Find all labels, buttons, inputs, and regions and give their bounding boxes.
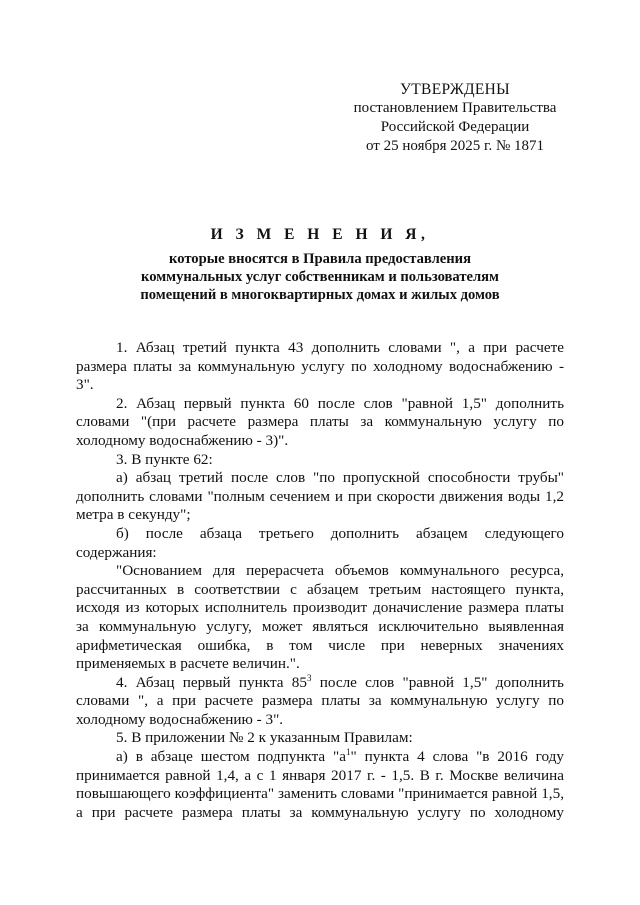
paragraph-item-5a <box>76 748 564 822</box>
title-subtitle-line-1: которые вносятся в Правила предоставления <box>169 251 471 267</box>
paragraph-item-5a-end: " пункта 4 слова "в 2016 году принимается равной 1,4, а с 1 января 2017 г. - 1,5. В г. Москве величина повышающего коэффициента" заменить словами "принимается равной 1,5, а при расчете размера платы за коммунальную услугу по холодному <box>76 748 564 821</box>
document-body <box>76 339 564 822</box>
approval-heading: УТВЕРЖДЕНЫ <box>400 81 510 98</box>
paragraph-item-2: 2. Абзац первый пункта 60 после слов "равной 1,5" дополнить словами "(при расчете размера платы за коммунальную услугу по холодному водоснабжению - 3)". <box>76 394 564 449</box>
paragraph-item-3a: а) абзац третий после слов "по пропускной способности трубы" дополнить словами "полным сечением и при скорости движения воды 1,2 метра в секунду"; <box>76 469 564 524</box>
paragraph-item-5a-superscript: 1 <box>346 747 351 758</box>
approval-line-3: от 25 ноября 2025 г. № 1871 <box>365 138 545 154</box>
paragraph-item-5a-start: а) в абзаце шестом подпункта "а <box>116 748 346 766</box>
paragraph-item-4 <box>76 674 564 730</box>
title-subtitle-line-2: коммунальных услуг собственникам и пользователям <box>140 269 500 285</box>
document-title <box>60 226 580 304</box>
paragraph-item-3b: б) после абзаца третьего дополнить абзацем следующего содержания: <box>76 524 564 561</box>
paragraph-item-3: 3. В пункте 62: <box>116 450 213 468</box>
approval-stamp <box>330 80 580 156</box>
paragraph-item-3b-quote: "Основанием для перерасчета объемов коммунального ресурса, рассчитанных в соответствии с абзацем третьим настоящего пункта, исходя из которых исполнитель производит доначисление размера платы за коммунальную услугу, может являться исключительно выявленная арифметическая ошибка, в том числе при неверных значениях применяемых в расчете величин.". <box>76 562 564 673</box>
paragraph-item-5: 5. В приложении № 2 к указанным Правилам: <box>116 729 413 747</box>
paragraph-item-4-superscript: 3 <box>306 672 312 683</box>
paragraph-item-4-end: после слов "равной 1,5" дополнить словами ", а при расчете размера платы за коммунальную услугу по холодному водоснабжению - 3". <box>76 673 564 728</box>
approval-line-2: Российской Федерации <box>380 119 530 135</box>
title-main: И З М Е Н Е Н И Я, <box>210 226 430 243</box>
approval-line-1: постановлением Правительства <box>353 100 557 116</box>
paragraph-item-4-start: 4. Абзац первый пункта 85 <box>116 673 307 691</box>
title-subtitle-line-3: помещений в многоквартирных домах и жилых домов <box>140 287 500 303</box>
paragraph-item-1: 1. Абзац третий пункта 43 дополнить словами ", а при расчете размера платы за коммунальную услугу по холодному водоснабжению - 3". <box>76 339 564 394</box>
